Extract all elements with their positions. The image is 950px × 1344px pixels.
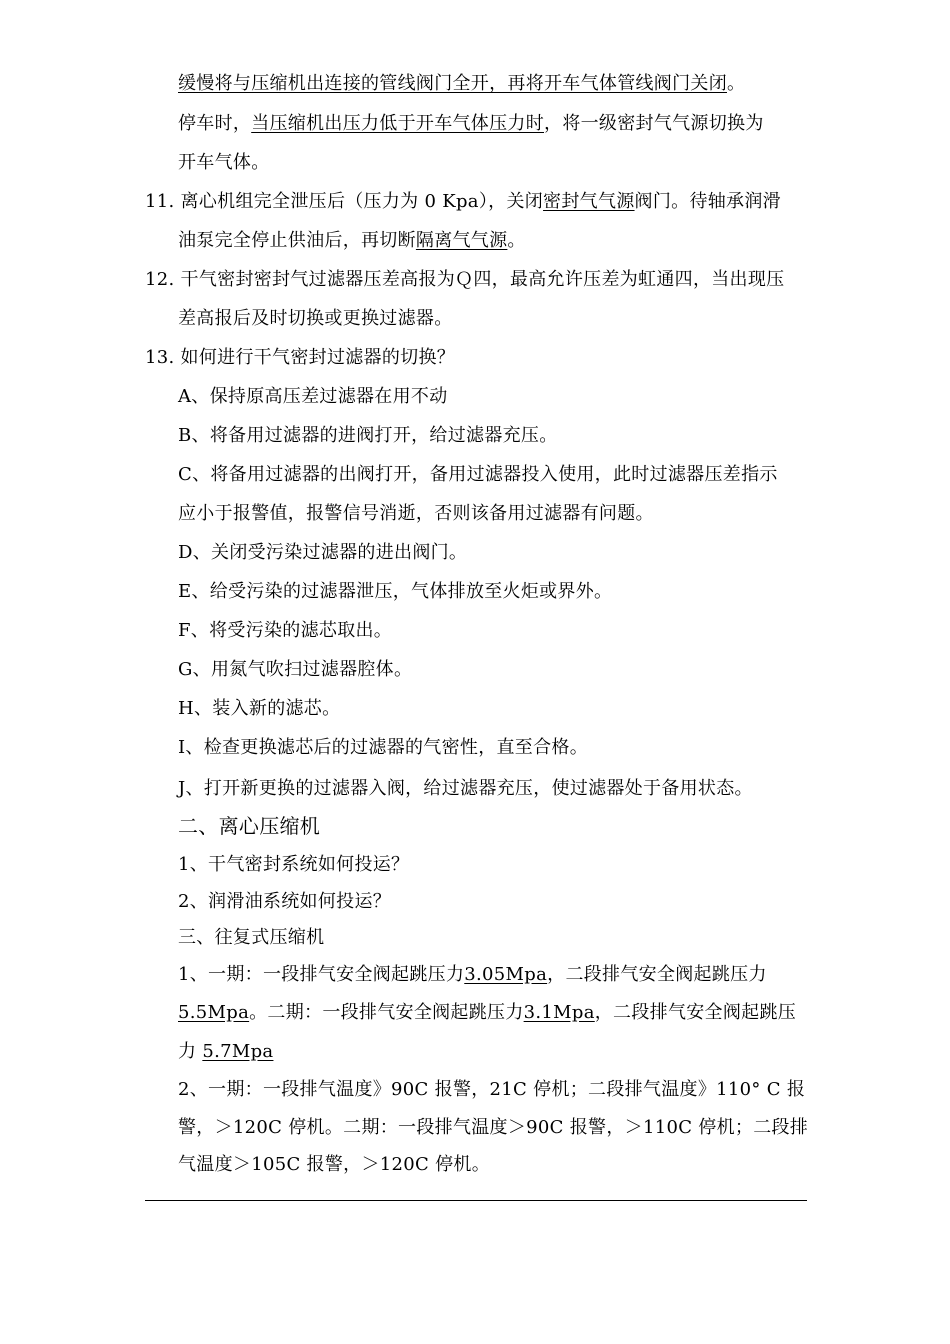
text-segment: 。 xyxy=(727,73,746,94)
text-segment: 2、一期：一段排气温度》90C 报警，21C 停机；二段排气温度》110° C 报 xyxy=(178,1079,806,1100)
text-line xyxy=(178,502,654,526)
text-line xyxy=(178,1001,796,1025)
step-line xyxy=(178,658,412,682)
text-segment: 力 xyxy=(178,1041,203,1062)
underlined-text: 3.1Mpa xyxy=(523,1002,595,1023)
numbered-item-line xyxy=(145,190,781,214)
text-segment: 警，＞120C 停机。二期：一段排气温度＞90C 报警，＞110C 停机；二段排 xyxy=(178,1117,809,1138)
step-line xyxy=(178,580,612,604)
underlined-text: 缓慢将与压缩机出连接的管线阀门全开，再将开车气体管线阀门关闭 xyxy=(178,73,727,94)
text-segment: 油泵完全停止供油后，再切断 xyxy=(178,230,416,251)
step-line xyxy=(178,619,392,643)
text-segment: 阀门。待轴承润滑 xyxy=(634,191,781,212)
text-line xyxy=(178,72,745,96)
step-line xyxy=(178,697,340,721)
text-segment: 。 xyxy=(507,230,526,251)
underlined-text: 隔离气气源 xyxy=(415,230,508,251)
text-segment: A、保持原高压差过滤器在用不动 xyxy=(178,386,448,407)
text-line xyxy=(178,890,391,914)
step-line xyxy=(178,424,558,448)
text-line xyxy=(178,1153,490,1177)
text-line xyxy=(178,853,409,877)
text-segment: 应小于报警值，报警信号消逝，否则该备用过滤器有问题。 xyxy=(178,503,654,524)
text-segment: 1、干气密封系统如何投运？ xyxy=(178,854,410,875)
numbered-item-line xyxy=(145,268,784,292)
text-segment: 1、一期：一段排气安全阀起跳压力 xyxy=(178,964,465,985)
text-line xyxy=(178,1078,805,1102)
underlined-text: 5.7Mpa xyxy=(202,1041,274,1062)
text-line xyxy=(178,1040,273,1064)
text-segment: ，二段排气安全阀起跳压 xyxy=(594,1002,797,1023)
underlined-text: 5.5Mpa xyxy=(178,1002,250,1023)
step-line xyxy=(178,385,448,409)
text-segment: 差高报后及时切换或更换过滤器。 xyxy=(178,308,453,329)
text-segment: F、将受污染的滤芯取出。 xyxy=(178,620,393,641)
text-segment: G、用氮气吹扫过滤器腔体。 xyxy=(178,659,413,680)
text-segment: E、给受污染的过滤器泄压，气体排放至火炬或界外。 xyxy=(178,581,613,602)
text-segment: 。二期：一段排气安全阀起跳压力 xyxy=(249,1002,524,1023)
text-line xyxy=(178,229,526,253)
text-segment: 停车时， xyxy=(178,113,252,134)
text-segment: ，二段排气安全阀起跳压力 xyxy=(547,964,767,985)
step-line xyxy=(178,736,588,760)
numbered-item-line xyxy=(145,346,455,370)
section-heading xyxy=(178,814,320,838)
text-segment: B、将备用过滤器的进阀打开，给过滤器充压。 xyxy=(178,425,558,446)
text-segment: I、检查更换滤芯后的过滤器的气密性，直至合格。 xyxy=(178,737,589,758)
step-line xyxy=(178,777,753,801)
text-line xyxy=(178,112,764,136)
text-segment: ，将一级密封气气源切换为 xyxy=(544,113,764,134)
text-line xyxy=(178,963,767,987)
text-segment: 开车气体。 xyxy=(178,152,270,173)
underlined-text: 当压缩机出压力低于开车气体压力时 xyxy=(251,113,545,134)
underlined-text: 3.05Mpa xyxy=(464,964,548,985)
text-segment: D、关闭受污染过滤器的进出阀门。 xyxy=(178,542,468,563)
section-heading xyxy=(178,926,324,950)
text-line xyxy=(178,1116,808,1140)
text-segment: 三、往复式压缩机 xyxy=(178,927,325,948)
step-line xyxy=(178,541,467,565)
text-segment: 气温度＞105C 报警，＞120C 停机。 xyxy=(178,1154,490,1175)
step-line xyxy=(178,463,778,487)
text-segment: 2、润滑油系统如何投运？ xyxy=(178,891,392,912)
text-line xyxy=(178,307,453,331)
text-segment: H、装入新的滤芯。 xyxy=(178,698,341,719)
text-segment: 12. 干气密封密封气过滤器压差高报为Ｑ四，最高允许压差为虹通四，当出现压 xyxy=(145,269,785,290)
text-segment: C、将备用过滤器的出阀打开，备用过滤器投入使用，此时过滤器压差指示 xyxy=(178,464,778,485)
text-segment: 11. 离心机组完全泄压后（压力为 0 Kpa），关闭 xyxy=(145,191,544,212)
text-segment: 13. 如何进行干气密封过滤器的切换？ xyxy=(145,347,456,368)
text-line xyxy=(178,151,270,175)
text-segment: 二、离心压缩机 xyxy=(178,814,321,838)
footer-rule xyxy=(145,1200,807,1201)
underlined-text: 密封气气源 xyxy=(543,191,635,212)
text-segment: J、打开新更换的过滤器入阀，给过滤器充压，使过滤器处于备用状态。 xyxy=(178,778,753,799)
